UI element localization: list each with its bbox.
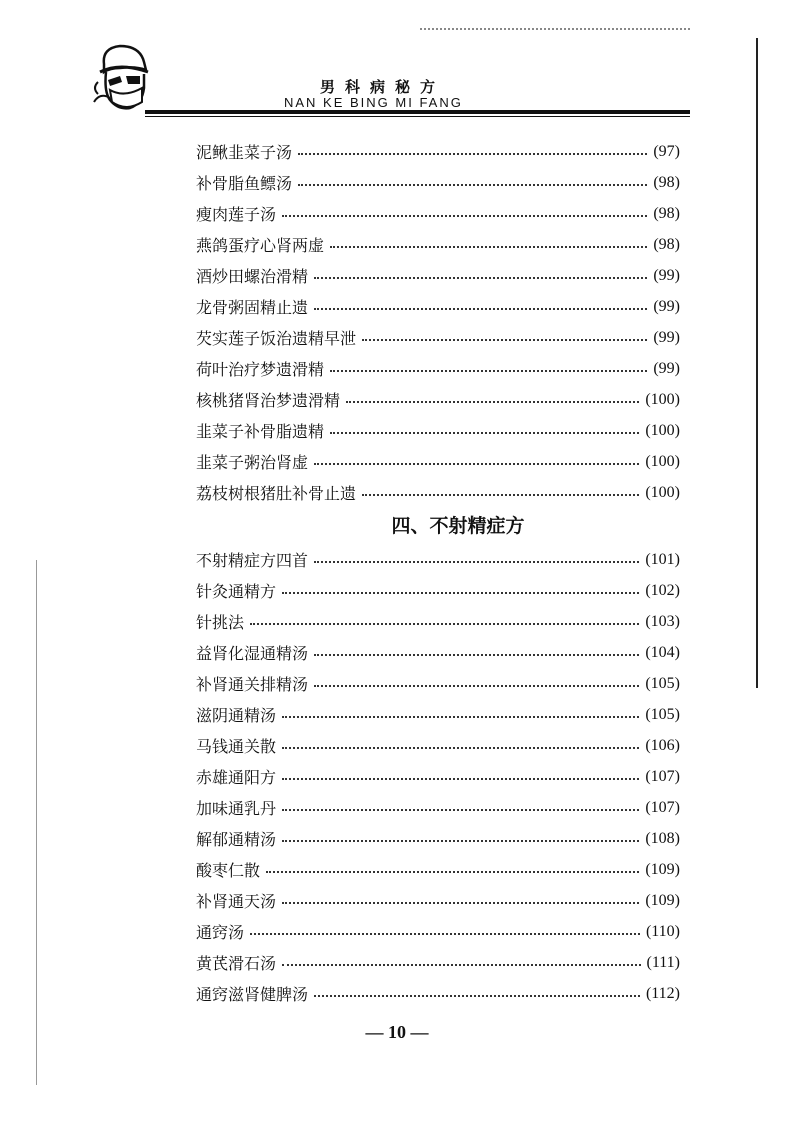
dot-leader <box>282 902 639 904</box>
toc-entry <box>196 291 680 322</box>
toc-entry <box>196 916 680 947</box>
toc-entry <box>196 792 680 823</box>
toc-entry <box>196 575 680 606</box>
left-page-edge <box>36 560 37 1085</box>
toc-entry-page: (110) <box>645 922 680 940</box>
toc-entry-page: (105) <box>645 705 680 723</box>
toc-entry-title: 韭菜子补骨脂遗精 <box>196 422 325 441</box>
dot-leader <box>282 716 639 718</box>
toc-entry-title: 补骨脂鱼鳔汤 <box>196 174 293 193</box>
dot-leader <box>298 184 647 186</box>
toc-entry-title: 韭菜子粥治肾虚 <box>196 453 309 472</box>
toc-entry-title: 燕鸽蛋疗心肾两虚 <box>196 236 325 255</box>
toc-entry-title: 解郁通精汤 <box>196 830 277 849</box>
toc-entry <box>196 761 680 792</box>
toc-entry-page: (108) <box>645 829 680 847</box>
toc-entry <box>196 823 680 854</box>
toc-entry-title: 酒炒田螺治滑精 <box>196 267 309 286</box>
toc-entry-page: (98) <box>653 204 680 222</box>
dot-leader <box>362 339 647 341</box>
dot-leader <box>282 964 641 966</box>
toc-entry-title: 通窍汤 <box>196 923 245 942</box>
dot-leader <box>282 778 639 780</box>
toc-entry-page: (98) <box>653 235 680 253</box>
toc-entry-page: (99) <box>653 328 680 346</box>
toc-entry-title: 马钱通关散 <box>196 737 277 756</box>
toc-entry <box>196 947 680 978</box>
dot-leader <box>330 432 639 434</box>
toc-entry-title: 通窍滋肾健脾汤 <box>196 985 309 1004</box>
toc-entry-page: (109) <box>645 860 680 878</box>
toc-entry <box>196 136 680 167</box>
toc-entry-title: 赤雄通阳方 <box>196 768 277 787</box>
toc-entry-page: (112) <box>645 984 680 1002</box>
section-heading: 四、不射精症方 <box>391 515 525 537</box>
dot-leader <box>298 153 647 155</box>
toc-entry <box>196 730 680 761</box>
toc-entry <box>196 978 680 1009</box>
header-rule-thin <box>145 116 690 117</box>
doctor-head-logo-icon <box>90 42 154 118</box>
toc-group-b <box>196 544 680 1009</box>
toc-entry <box>196 167 680 198</box>
toc-entry-page: (100) <box>645 483 680 501</box>
toc-entry-title: 酸枣仁散 <box>196 861 261 880</box>
toc-entry-title: 加味通乳丹 <box>196 799 277 818</box>
dot-leader <box>282 592 639 594</box>
toc-entry-title: 荷叶治疗梦遗滑精 <box>196 360 325 379</box>
running-header-title: 男科病秘方 <box>320 78 446 96</box>
dot-leader <box>250 933 640 935</box>
page-number: — 10 — <box>365 1022 429 1042</box>
dot-leader <box>314 685 639 687</box>
toc-entry-title: 补肾通天汤 <box>196 892 277 911</box>
toc-entry <box>196 885 680 916</box>
toc-entry-page: (98) <box>653 173 680 191</box>
table-of-contents <box>196 136 680 1009</box>
toc-entry <box>196 384 680 415</box>
toc-entry-title: 核桃猪肾治梦遗滑精 <box>196 391 341 410</box>
toc-entry <box>196 415 680 446</box>
toc-entry-title: 黄芪滑石汤 <box>196 954 277 973</box>
toc-entry <box>196 668 680 699</box>
toc-group-a <box>196 136 680 508</box>
toc-entry <box>196 198 680 229</box>
right-page-edge <box>756 38 758 688</box>
toc-entry-page: (100) <box>645 390 680 408</box>
toc-entry-page: (97) <box>653 142 680 160</box>
toc-entry <box>196 477 680 508</box>
toc-entry <box>196 854 680 885</box>
toc-entry <box>196 446 680 477</box>
toc-entry-page: (111) <box>646 953 680 971</box>
toc-entry-page: (102) <box>645 581 680 599</box>
dot-leader <box>266 871 639 873</box>
toc-entry <box>196 229 680 260</box>
dot-leader <box>346 401 639 403</box>
dot-leader <box>282 747 639 749</box>
toc-entry-page: (101) <box>645 550 680 568</box>
toc-entry-page: (104) <box>645 643 680 661</box>
dot-leader <box>330 370 647 372</box>
toc-entry-title: 滋阴通精汤 <box>196 706 277 725</box>
toc-entry-title: 针挑法 <box>196 613 245 632</box>
dot-leader <box>314 654 639 656</box>
toc-entry-page: (99) <box>653 297 680 315</box>
dot-leader <box>250 623 639 625</box>
toc-entry-page: (105) <box>645 674 680 692</box>
dot-leader <box>362 494 639 496</box>
toc-entry-title: 龙骨粥固精止遗 <box>196 298 309 317</box>
toc-entry-title: 泥鳅韭菜子汤 <box>196 143 293 162</box>
dot-leader <box>314 308 647 310</box>
toc-entry <box>196 322 680 353</box>
toc-entry-page: (106) <box>645 736 680 754</box>
toc-entry <box>196 544 680 575</box>
dot-leader <box>314 995 640 997</box>
toc-entry-page: (99) <box>653 266 680 284</box>
top-margin-marks <box>420 28 690 36</box>
toc-entry-page: (109) <box>645 891 680 909</box>
toc-entry <box>196 260 680 291</box>
dot-leader <box>282 215 647 217</box>
toc-entry <box>196 699 680 730</box>
dot-leader <box>314 561 639 563</box>
toc-entry-title: 芡实莲子饭治遗精早泄 <box>196 329 357 348</box>
dot-leader <box>330 246 647 248</box>
running-header-romanization: NAN KE BING MI FANG <box>284 95 463 110</box>
toc-entry-page: (100) <box>645 452 680 470</box>
toc-entry <box>196 353 680 384</box>
toc-entry-page: (103) <box>645 612 680 630</box>
toc-entry <box>196 606 680 637</box>
toc-entry-title: 益肾化湿通精汤 <box>196 644 309 663</box>
dot-leader <box>282 840 639 842</box>
toc-entry-title: 瘦肉莲子汤 <box>196 205 277 224</box>
toc-entry-title: 荔枝树根猪肚补骨止遗 <box>196 484 357 503</box>
toc-entry-page: (107) <box>645 798 680 816</box>
toc-entry-title: 补肾通关排精汤 <box>196 675 309 694</box>
header-rule <box>145 110 690 114</box>
toc-entry <box>196 637 680 668</box>
dot-leader <box>314 463 639 465</box>
toc-entry-title: 针灸通精方 <box>196 582 277 601</box>
toc-entry-page: (99) <box>653 359 680 377</box>
toc-entry-page: (100) <box>645 421 680 439</box>
dot-leader <box>282 809 639 811</box>
dot-leader <box>314 277 647 279</box>
toc-entry-page: (107) <box>645 767 680 785</box>
toc-entry-title: 不射精症方四首 <box>196 551 309 570</box>
